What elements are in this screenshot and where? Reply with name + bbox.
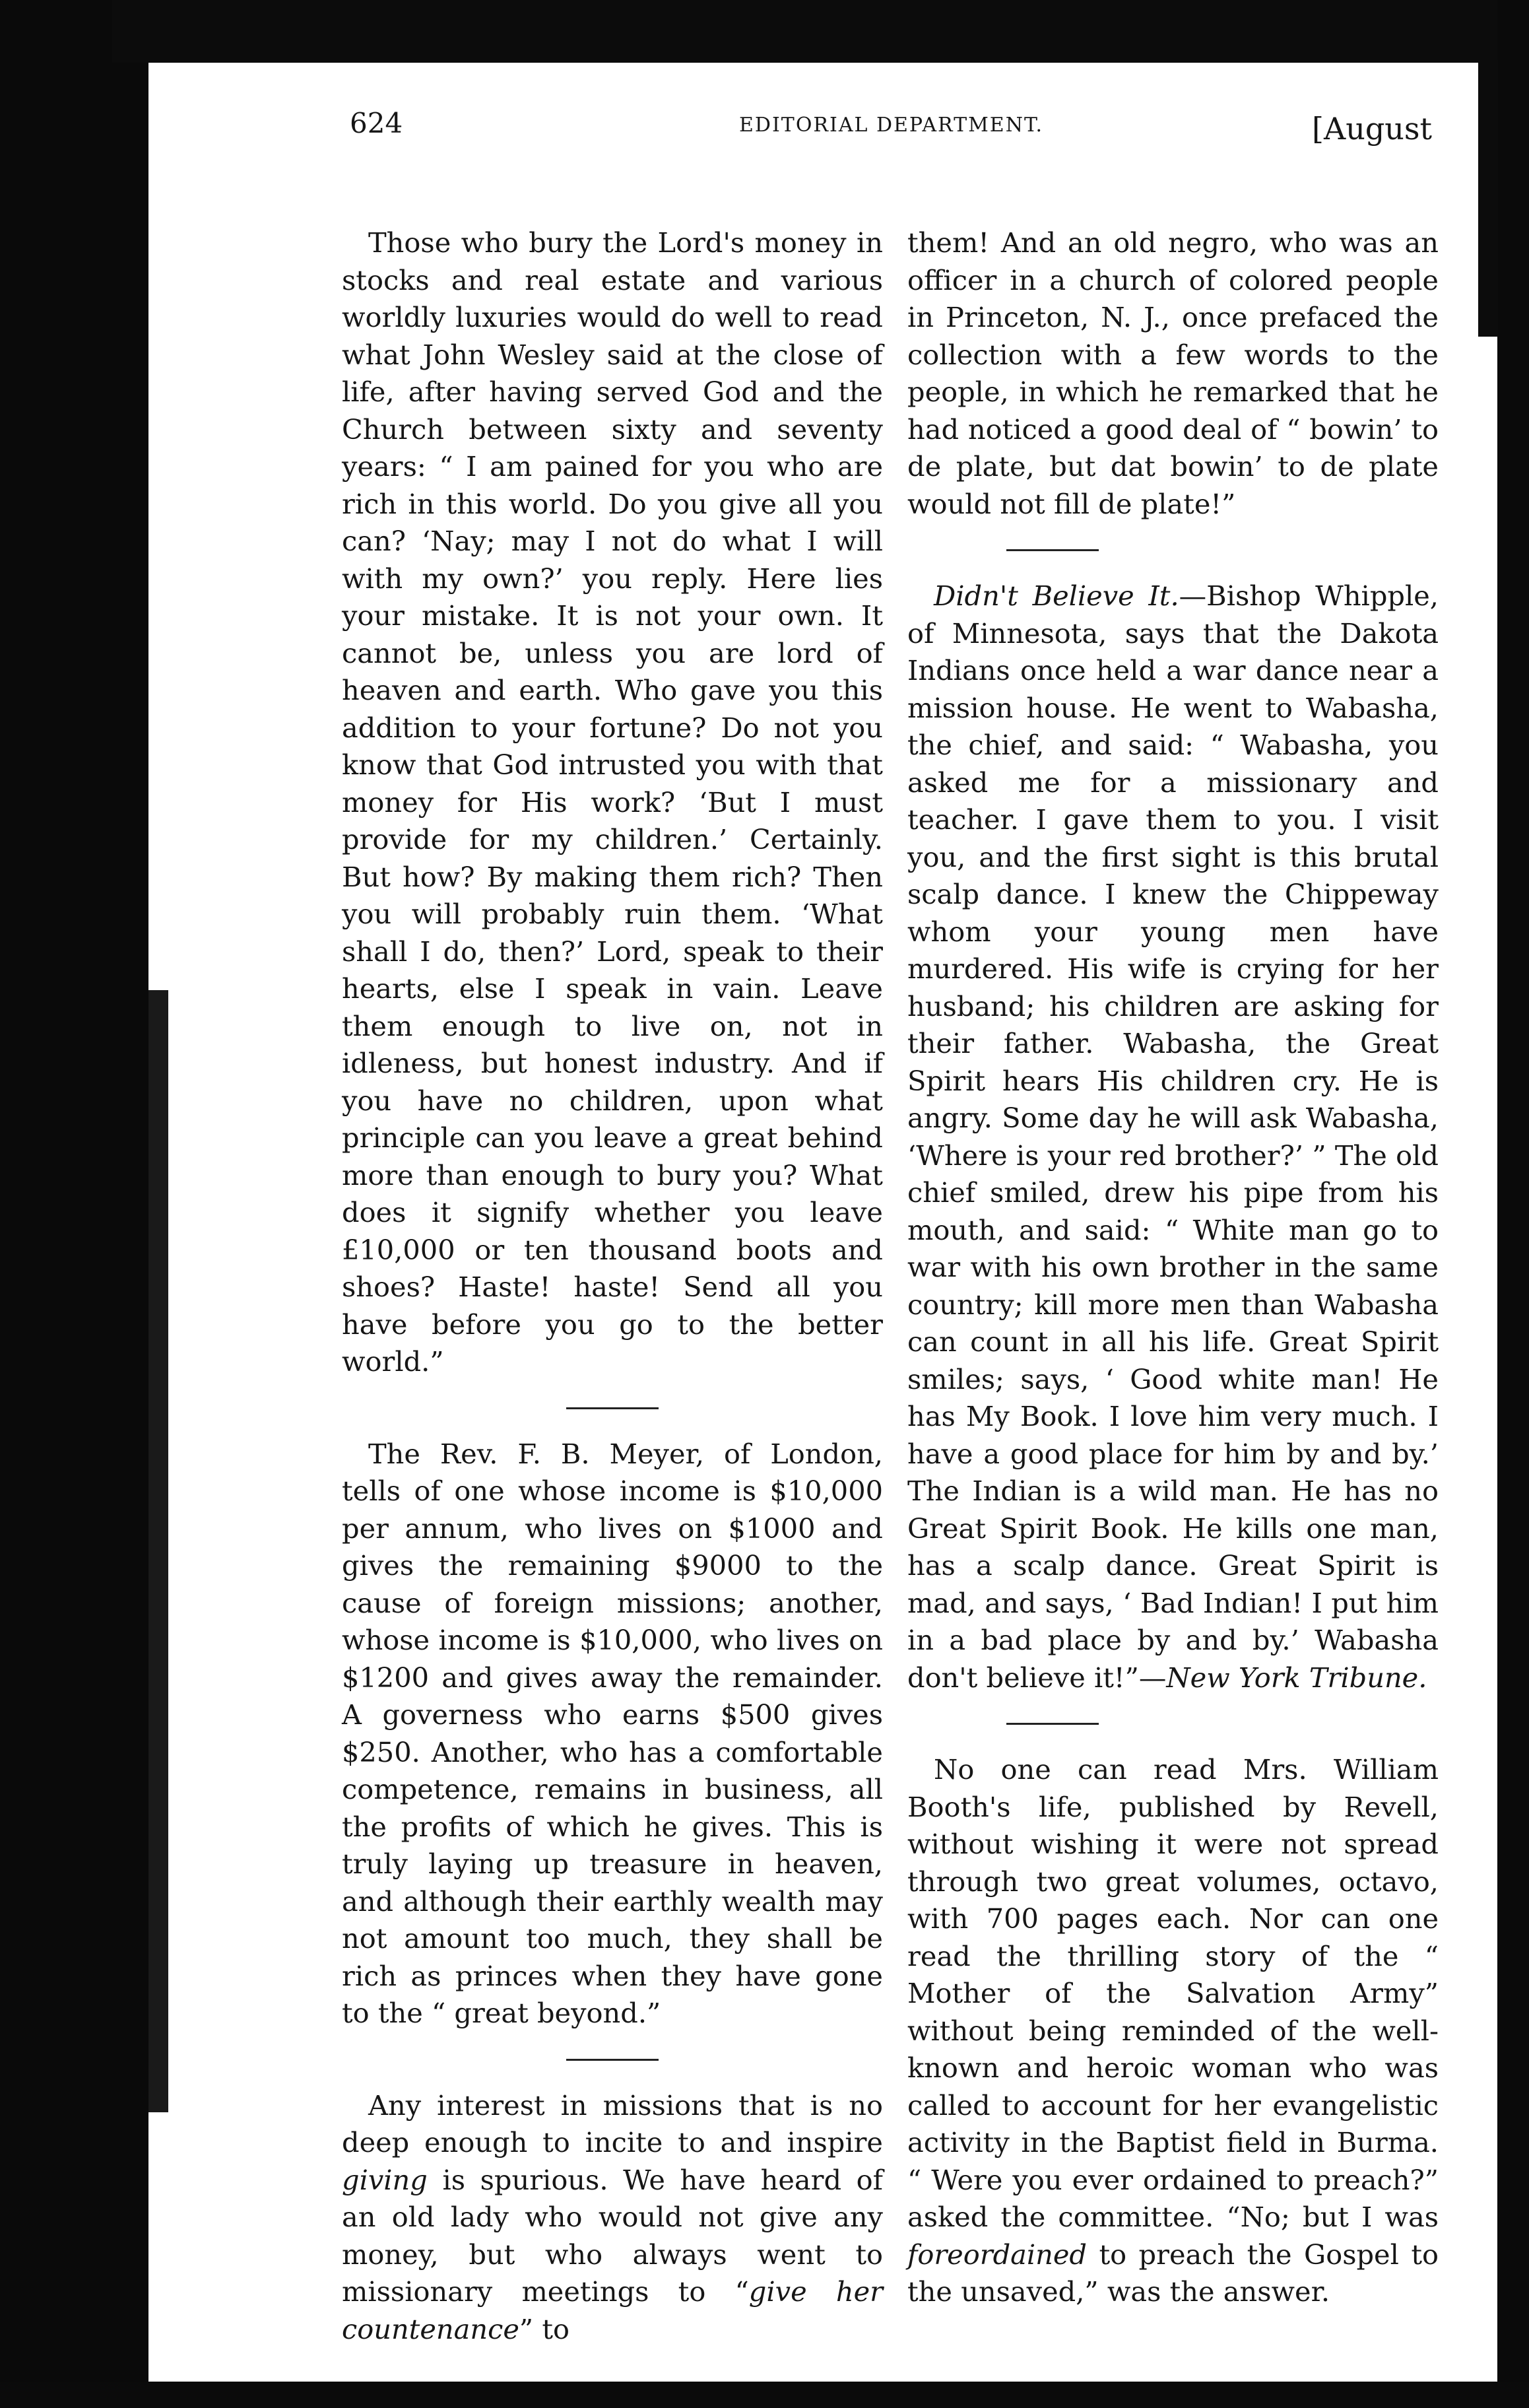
scan-artifact: [1478, 59, 1498, 337]
missions-interest-paragraph: Any interest in missions that is no deep enough to incite to and inspire giving is spurious. We have heard of an old lady who would not give any money, but who always went to missionary meetings to “give her countenance” to: [342, 2089, 883, 2345]
right-column: [907, 224, 1439, 2311]
section-divider: [566, 2059, 659, 2061]
source-citation: New York Tribune.: [1166, 1661, 1427, 1694]
meyer-paragraph: The Rev. F. B. Meyer, of London, tells of one whose income is $10,000 per annum, who lives on $1000 and gives the remaining $9000 to the cause of foreign missions; another, whose income is $10,000, who lives on $1200 and gives away the remainder. A governess who earns $500 gives $250. Another, who has a comfortable competence, remains in business, all the profits of which he gives. This is truly laying up treasure in heaven, and although their earthly wealth may not amount too much, they shall be rich as princes when they have gone to the “ great beyond.”: [342, 1437, 883, 2029]
booth-paragraph: No one can read Mrs. William Booth's life, published by Revell, without wishing it were not spread through two great volumes, octavo, with 700 pages each. Nor can one read the thrilling story of the “ Mother of the Salvation Army” without being reminded of the well-known and heroic woman who was called to account for her evangelistic activity in the Baptist field in Burma. “ Were you ever ordained to preach?” asked the committee. “No; but I was foreordained to preach the Gospel to the unsaved,” was the answer.: [907, 1753, 1439, 2308]
running-header: [198, 107, 1458, 160]
negro-officer-paragraph: them! And an old negro, who was an officer in a church of colored people in Princeton, N. J., once prefaced the collection with a few words to the people, in which he remarked that he had noticed a good deal of “ bowin’ to de plate, but dat bowin’ to de plate would not fill de plate!”: [907, 226, 1439, 520]
section-divider: [1006, 1723, 1099, 1725]
page-number: 624: [350, 107, 403, 139]
wesley-paragraph: Those who bury the Lord's money in stocks and real estate and various worldly luxuries would do well to read what John Wesley said at the close of life, after having served God and the Church between sixty and seventy years: “ I am pained for you who are rich in this world. Do you give all you can? ‘Nay; may I not do what I will with my own?’ you reply. Here lies your mistake. It is not your own. It cannot be, unless you are lord of heaven and earth. Who gave you this addition to your fortune? Do not you know that God intrusted you with that money for His work? ‘But I must provide for my children.’ Certainly. But how? By making them rich? Then you will probably ruin them. ‘What shall I do, then?’ Lord, speak to their hearts, else I speak in vain. Leave them enough to live on, not in idleness, but honest industry. And if you have no children, upon what principle can you leave a great behind more than enough to bury you? What does it signify whether you leave £10,000 or ten thousand boots and shoes? Haste! haste! Send all you have before you go to the better world.”: [342, 226, 883, 1378]
section-divider: [566, 1407, 659, 1409]
running-month: [August: [1312, 111, 1432, 147]
running-title: EDITORIAL DEPARTMENT.: [739, 114, 1044, 137]
section-divider: [1006, 549, 1099, 551]
whipple-paragraph: Didn't Believe It.—Bishop Whipple, of Minnesota, says that the Dakota Indians once held a war dance near a mission house. He went to Wabasha, the chief, and said: “ Wabasha, you asked me for a missionary and teacher. I gave them to you. I visit you, and the first sight is this brutal scalp dance. I knew the Chippeway whom your young men have murdered. His wife is crying for her husband; his children are asking for their father. Wabasha, the Great Spirit hears His children cry. He is angry. Some day he will ask Wabasha, ‘Where is your red brother?’ ” The old chief smiled, drew his pipe from his mouth, and said: “ White man go to war with his own brother in the same country; kill more men than Wabasha can count in all his life. Great Spirit smiles; says, ‘ Good white man! He has My Book. I love him very much. I have a good place for him by and by.’ The Indian is a wild man. He has no Great Spirit Book. He kills one man, has a scalp dance. Great Spirit is mad, and says, ‘ Bad Indian! I put him in a bad place by and by.’ Wabasha don't believe it!”—New York Tribune.: [907, 580, 1439, 1694]
scan-artifact: [148, 990, 168, 2112]
scan-border-top: [112, 0, 1529, 63]
scan-border-left: [0, 0, 148, 2408]
left-column: [342, 224, 883, 2348]
scan-border-right: [1497, 0, 1529, 2408]
scan-border-bottom: [0, 2382, 1529, 2408]
section-title: Didn't Believe It.: [934, 580, 1179, 612]
